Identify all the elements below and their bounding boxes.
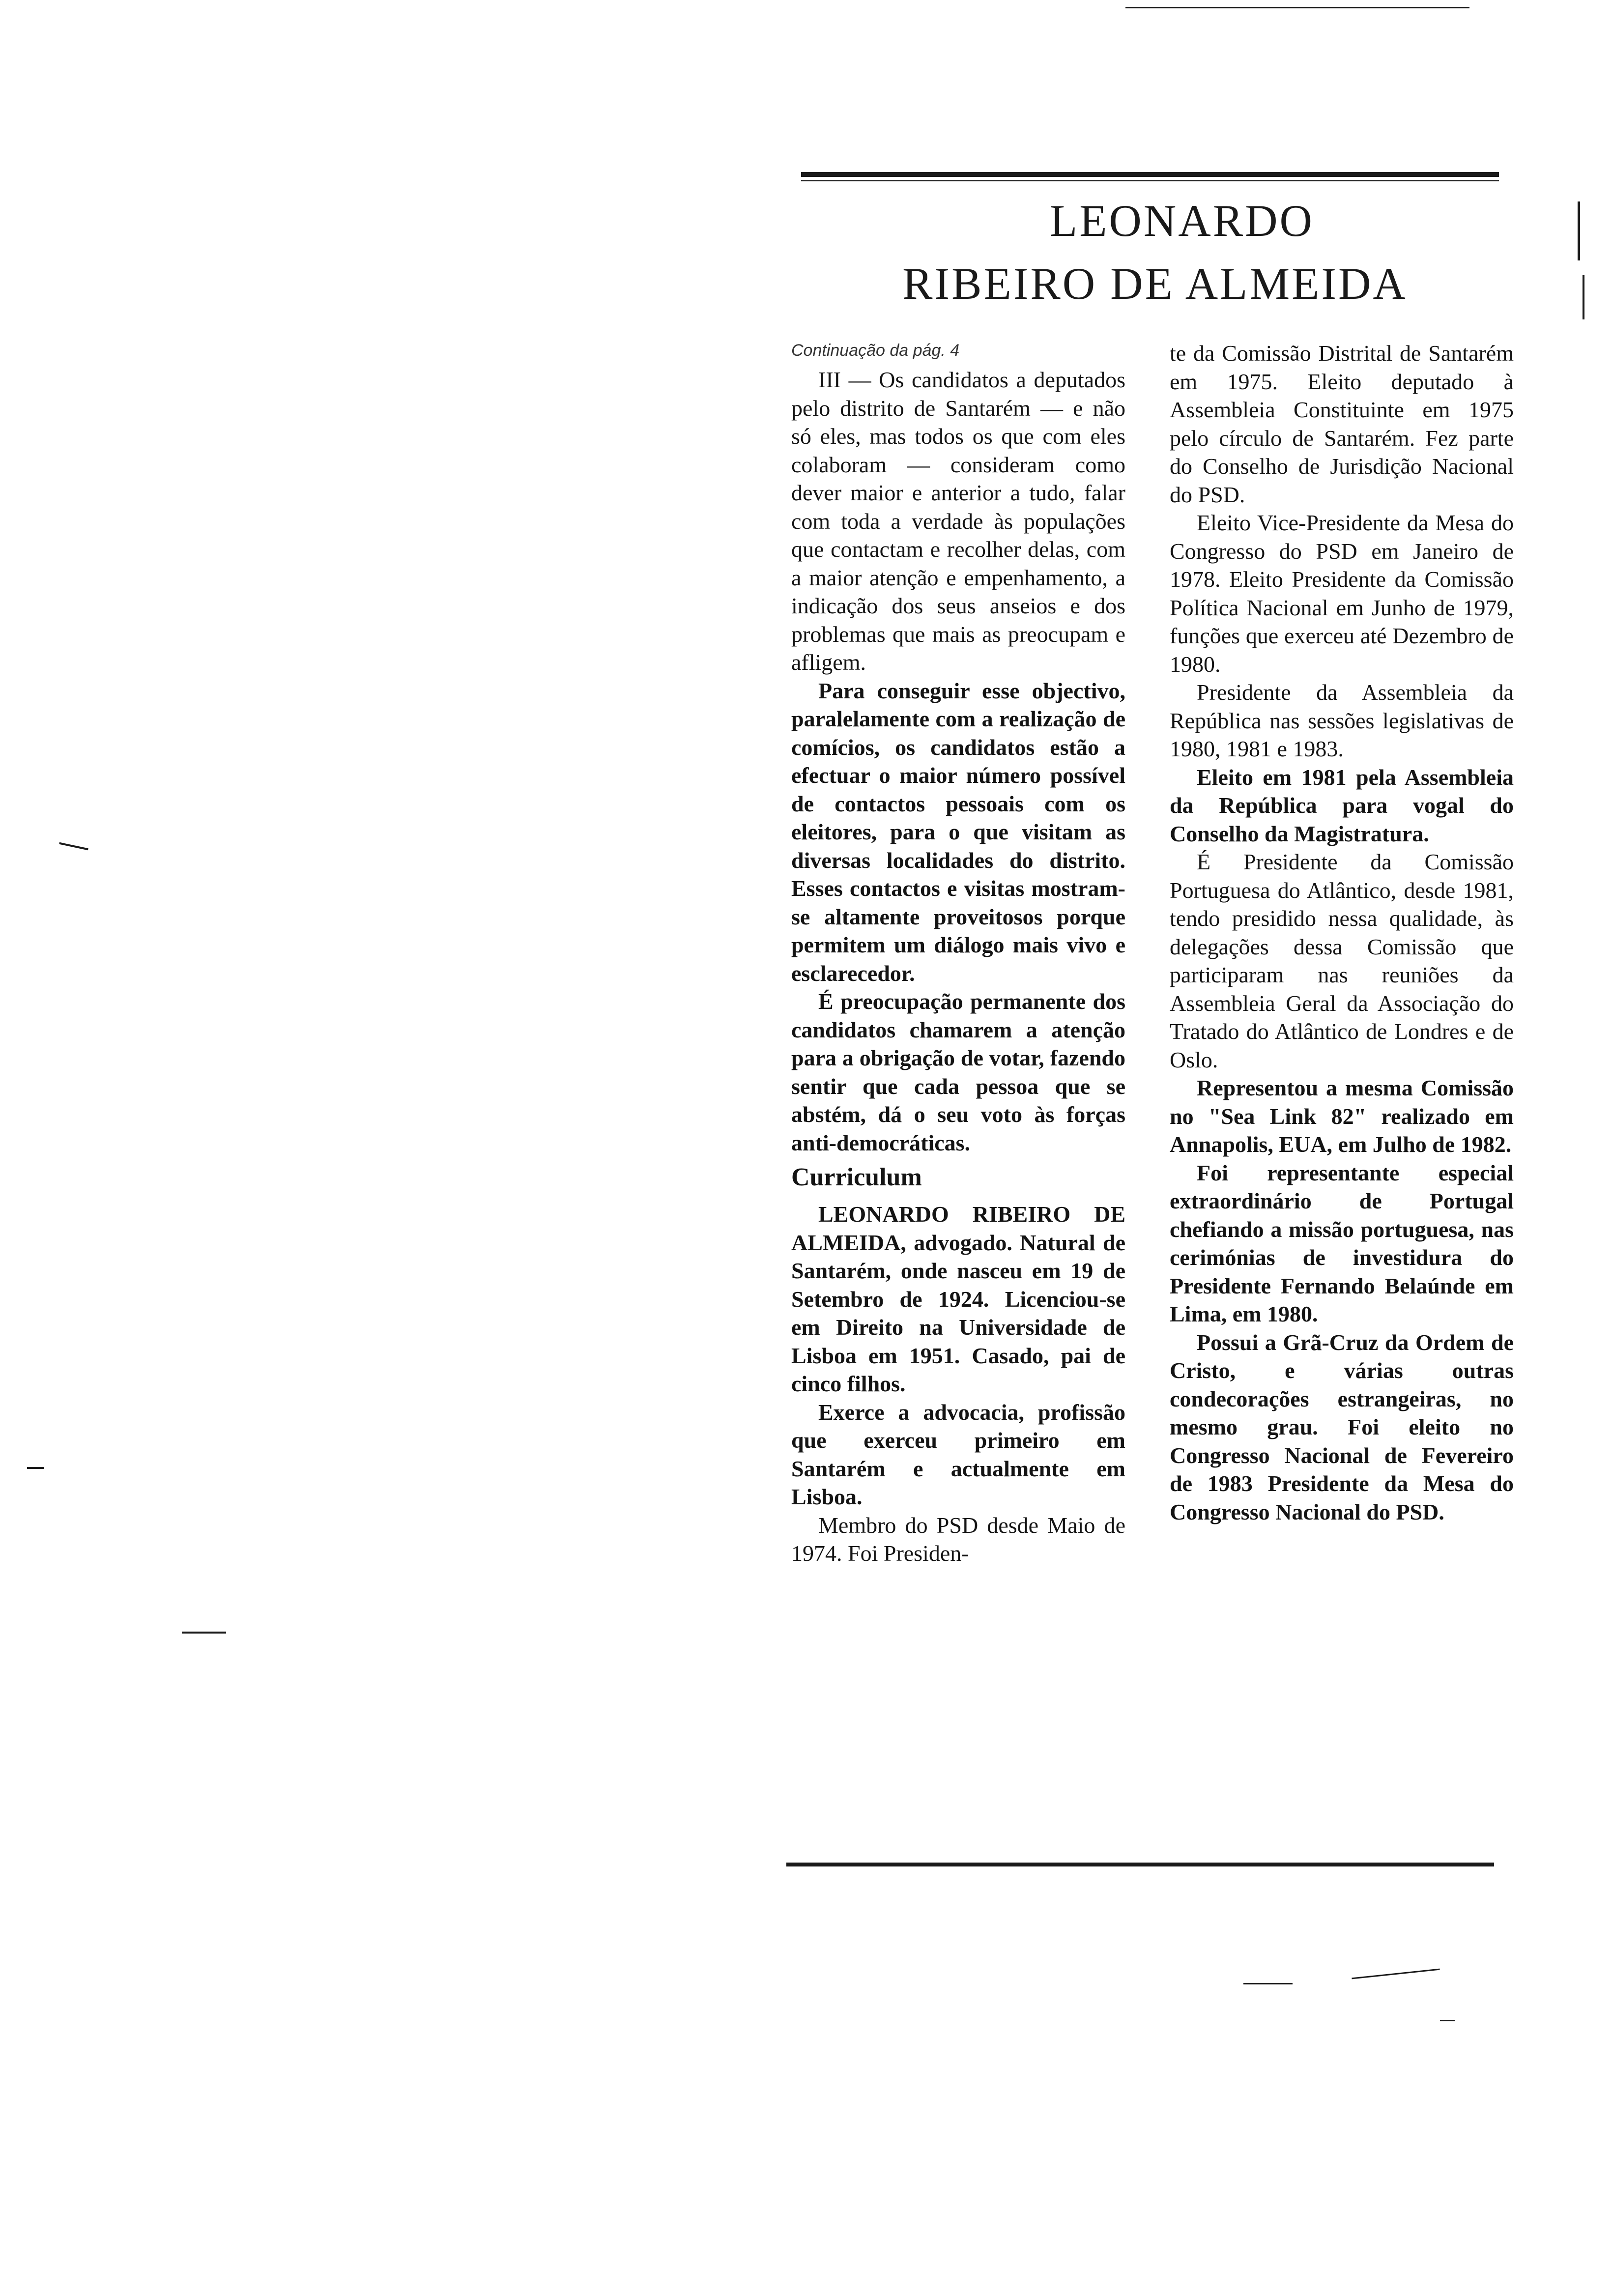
scan-mark	[59, 842, 88, 850]
scan-mark	[1125, 7, 1469, 8]
scan-mark	[1583, 275, 1584, 319]
headline	[772, 189, 1519, 315]
top-rule-thin	[801, 180, 1499, 181]
scan-mark	[27, 1467, 44, 1469]
scan-mark	[1440, 2020, 1455, 2021]
right-column	[1170, 339, 1514, 1526]
left-column	[791, 339, 1125, 1568]
continuation-note: Continuação da pág. 4	[791, 341, 960, 360]
bottom-rule	[786, 1863, 1494, 1866]
paragraph: Foi representante especial extraordinário de Portugal chefiando a missão portuguesa, nas cerimónias de investidura do Presidente Fernando Belaúnde em Lima, em 1980.	[1170, 1160, 1514, 1326]
paragraph: Possui a Grã-Cruz da Ordem de Cristo, e várias outras condecorações estrangeiras, no mesmo grau. Foi eleito no Congresso Nacional de Fevereiro de 1983 Presidente da Mesa do Congresso Nacional do PSD.	[1170, 1329, 1514, 1524]
scan-mark	[1578, 201, 1580, 260]
paragraph: É preocupação permanente dos candidatos chamarem a atenção para a obrigação de votar, fazendo sentir que cada pessoa que se abstém, dá o seu voto às forças anti-democráticas.	[791, 989, 1125, 1155]
paragraph: Eleito em 1981 pela Assembleia da República para vogal do Conselho da Magistratura.	[1170, 764, 1514, 846]
headline-line-2: RIBEIRO DE ALMEIDA	[902, 258, 1408, 309]
scan-mark	[182, 1632, 226, 1634]
scan-mark	[1352, 1969, 1439, 1980]
paragraph: LEONARDO RIBEIRO DE ALMEIDA, advogado. Natural de Santarém, onde nasceu em 19 de Setembro de 1924. Licenciou-se em Direito na Universidade de Lisboa em 1951. Casado, pai de cinco filhos.	[791, 1202, 1125, 1396]
top-rule	[801, 172, 1499, 177]
paragraph: te da Comissão Distrital de Santarém em 1975. Eleito deputado à Assembleia Constituinte em 1975 pelo círculo de Santarém. Fez parte do Conselho de Jurisdição Nacional do PSD.	[1170, 341, 1514, 507]
paragraph: Exerce a advocacia, profissão que exerceu primeiro em Santarém e actualmente em Lisboa.	[791, 1399, 1125, 1509]
paragraph: Membro do PSD desde Maio de 1974. Foi Presiden-	[791, 1512, 1125, 1566]
section-heading: Curriculum	[791, 1163, 922, 1191]
paragraph: III — Os candidatos a deputados pelo distrito de Santarém — e não só eles, mas todos os que com eles colaboram — consideram como dever maior e anterior a tudo, falar com toda a verdade às populações que contactam e recolher delas, com a maior atenção e empenhamento, a indicação dos seus anseios e dos problemas que mais as preocupam e afligem.	[791, 367, 1125, 675]
paragraph: Presidente da Assembleia da República nas sessões legislativas de 1980, 1981 e 1983.	[1170, 680, 1514, 761]
newspaper-clipping	[772, 172, 1519, 1882]
paragraph: Eleito Vice-Presidente da Mesa do Congresso do PSD em Janeiro de 1978. Eleito Presidente da Comissão Política Nacional em Junho de 1979, funções que exerceu até Dezembro de 1980.	[1170, 510, 1514, 677]
paragraph: Para conseguir esse objectivo, paralelamente com a realização de comícios, os candidatos estão a efectuar o maior número possível de contactos pessoais com os eleitores, para o que visitam as diversas localidades do distrito. Esses contactos e visitas mostram-se altamente proveitosos porque permitem um diálogo mais vivo e esclarecedor.	[791, 678, 1125, 986]
paragraph: Representou a mesma Comissão no "Sea Link 82" realizado em Annapolis, EUA, em Julho de 1982.	[1170, 1075, 1514, 1157]
headline-line-1: LEONARDO	[1050, 196, 1314, 246]
scan-mark	[1243, 1983, 1293, 1984]
paragraph: É Presidente da Comissão Portuguesa do Atlântico, desde 1981, tendo presidido nessa qualidade, às delegações dessa Comissão que participaram nas reuniões da Assembleia Geral da Associação do Tratado do Atlântico de Londres e de Oslo.	[1170, 849, 1514, 1072]
